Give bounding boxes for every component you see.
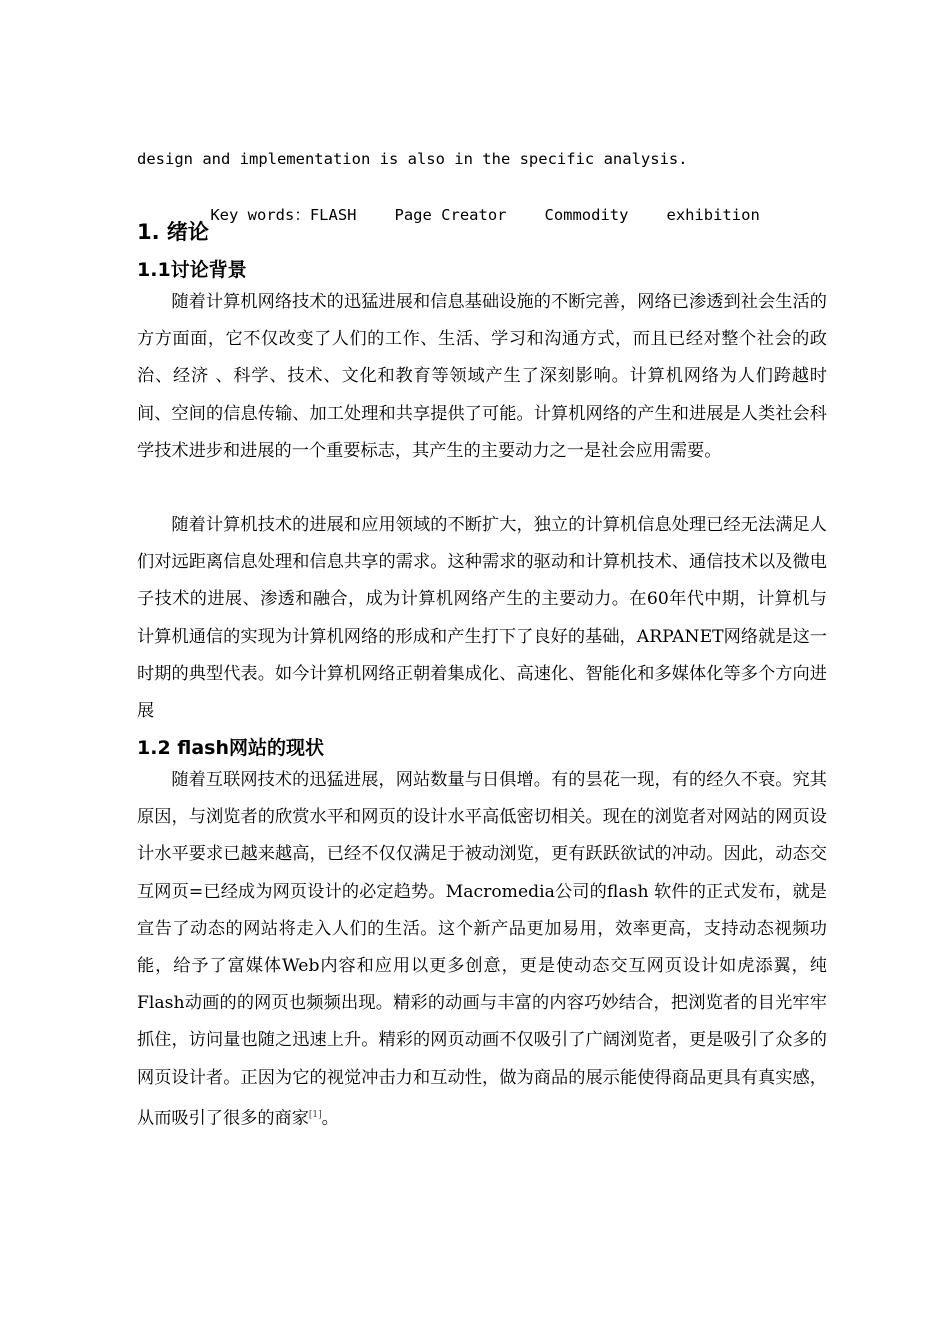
keyword-item: exhibition <box>666 206 760 224</box>
paragraph <box>137 762 827 1138</box>
citation-marker: [1] <box>308 1109 322 1120</box>
keyword-item: FLASH <box>309 206 357 224</box>
chapter-heading: 1. 绪论 <box>137 220 209 244</box>
abstract-tail-line: design and implementation is also in the specific analysis. <box>137 150 688 168</box>
keywords-label: Key words： <box>210 206 310 224</box>
paragraph-end: 。 <box>321 1108 339 1129</box>
paragraph-text: 随着互联网技术的迅猛进展，网站数量与日俱增。有的昙花一现，有的经久不衰。究其原因，与浏览者的欣赏水平和网页的设计水平高低密切相关。现在的浏览者对网站的网页设计水平要求已越来越高，已经不仅仅满足于被动浏览，更有跃跃欲试的冲动。因此，动态交互网页=已经成为网页设计的必定趋势。Macromedia公司的flash 软件的正式发布，就是宣告了动态的网站将走入人们的生活。这个新产品更加易用，效率更高，支持动态视频功能，给予了富媒体Web内容和应用以更多创意，更是使动态交互网页设计如虎添翼，纯Flash动画的的网页也频频出现。精彩的动画与丰富的内容巧妙结合，把浏览者的目光牢牢抓住，访问量也随之迅速上升。精彩的网页动画不仅吸引了广阔浏览者，更是吸引了众多的网页设计者。正因为它的视觉冲击力和互动性，做为商品的展示能使得商品更具有真实感，从而吸引了很多的商家 <box>137 770 827 1129</box>
keywords-line <box>173 185 760 243</box>
section-heading: 1.1讨论背景 <box>137 259 247 281</box>
paragraph: 随着计算机技术的进展和应用领域的不断扩大，独立的计算机信息处理已经无法满足人们对远距离信息处理和信息共享的需求。这种需求的驱动和计算机技术、通信技术以及微电子技术的进展、渗透和融合，成为计算机网络产生的主要动力。在60年代中期，计算机与计算机通信的实现为计算机网络的形成和产生打下了良好的基础，ARPANET网络就是这一时期的典型代表。如今计算机网络正朝着集成化、高速化、智能化和多媒体化等多个方向进展 <box>137 515 827 722</box>
paragraph: 随着计算机网络技术的迅猛进展和信息基础设施的不断完善，网络已渗透到社会生活的方方面面，它不仅改变了人们的工作、生活、学习和沟通方式，而且已经对整个社会的政治、经济 、科学、技术、文化和教育等领域产生了深刻影响。计算机网络为人们跨越时间、空间的信息传输、加工处理和共享提供了可能。计算机网络的产生和进展是人类社会科学技术进步和进展的一个重要标志，其产生的主要动力之一是社会应用需要。 <box>137 292 827 461</box>
keyword-item: Commodity <box>544 206 629 224</box>
section-heading: 1.2 flash网站的现状 <box>137 737 325 759</box>
keyword-item: Page Creator <box>394 206 507 224</box>
